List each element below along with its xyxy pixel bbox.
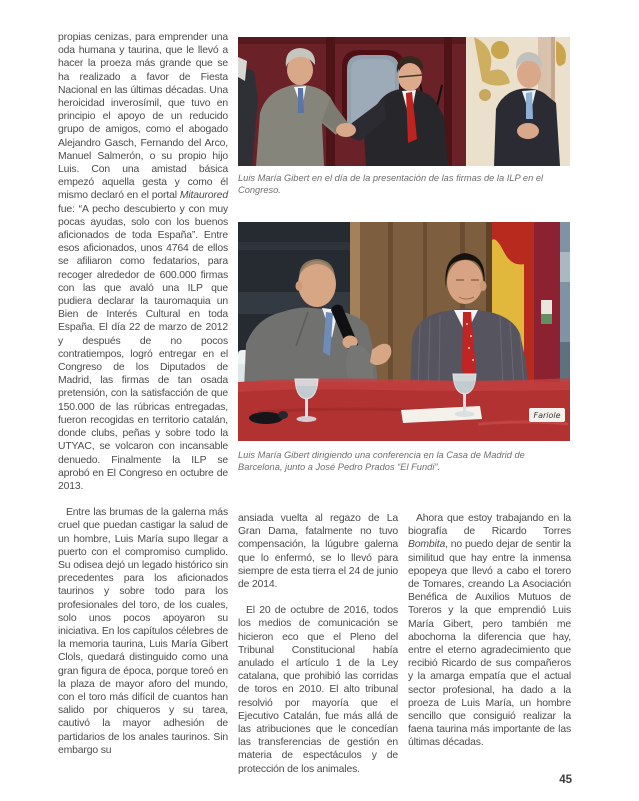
paragraph-text: Ahora que estoy trabajando en la biografía de Ricardo Torres <box>408 513 571 538</box>
text-column-middle <box>238 512 398 776</box>
paragraph-tribunal: El 20 de octubre de 2016, todos los medios de comunicación se hicieron eco que el Pleno del Tribunal Constitucional había anulado el artículo 1 de la Ley catalana, que prohibió las corridas de toros en 2010. El alto tribunal resolvió por mayoría que el Ejecutivo Catalán, fue más allá de las atribuciones que le concedían las transferencias de gestión en materia de espectáculos y de protección de los animales. <box>238 605 398 775</box>
portal-name-italic: Mitaurored <box>179 190 228 202</box>
photo-conference-table <box>238 222 570 441</box>
photo1-illustration <box>238 37 570 166</box>
photo2-illustration <box>238 222 570 441</box>
photo-congress-handshake <box>238 37 570 166</box>
photo2-caption: Luis María Gibert dirigiendo una conferencia en la Casa de Madrid de Barcelona, junto a José Pedro Prados “El Fundi”. <box>238 450 525 473</box>
text-column-left <box>58 31 228 757</box>
page-number: 45 <box>559 774 572 786</box>
conference-table <box>238 378 570 441</box>
handshake <box>336 123 356 137</box>
paragraph-legacy: Entre las brumas de la galerna más cruel que puedan castigar la salud de un hombre, Luis María supo llegar a puerto con el compromiso cumplido. Su odisea dejó un legado histórico sin precedentes para los aficionados taurinos y sobre todo para los profesionales del toro, de los cuales, solo unos pocos apoyaron su iniciativa. En los capítulos célebres de la memoria taurina, Luis María Gibert Clols, quedará distinguido como una gran figura de época, porque toreó en la plaza de mayor aforo del mundo, con el toro más difícil de cuantos han salido por chiqueros y su tarea, cautivó la mayor adhesión de partidarios de los anales taurinos. Sin embargo su <box>58 507 228 756</box>
photographer-watermark <box>529 408 565 422</box>
paragraph-text: fue: “A pecho descubierto y con muy pocas ayudas, solo con los buenos aficionados de toda España”. Entre esos aficionados, unos 4764 de ellos se afiliaron como fedatarios, para recoger alrededor de 600.000 firmas con las que avaló una ILP que pudiera declarar la tauromaquia un Bien de Interés Cultural en toda España. El día 22 de marzo de 2012 y después de no pocos contratiempos, logró entregar en el Congreso de los Diputados de Madrid, las firmas de tan osada pretensión, con la satisfacción de que 150.000 de las rúbricas entregadas, fueron recogidas en territorio catalán, donde clubs, peñas y sobre todo la UTYAC, se volcaron con incansable denuedo. Finalmente la ILP se aprobó en El Congreso en octubre de 2013. <box>58 203 228 492</box>
paragraph-ilp-story <box>58 31 228 493</box>
paragraph-text: , no puedo dejar de sentir la similitud que hay entre la inmensa epopeya que llevó a cabo el torero de Tomares, creando La Asociación Benéfica de Auxilios Mutuos de Toreros y la que emprendió Luis María Gibert, pero también me abochorna la diferencia que hay, entre el eterno agradecimiento que recibió Ricardo de sus compañeros y la amarga empatía que el actual sector profesional, ha dado a la proeza de Luis María, un hombre sencillo que consiguió realizar la faena taurina más importante de las últimas décadas. <box>408 539 571 749</box>
paragraph-bombita <box>408 512 571 750</box>
paragraph-text: propias cenizas, para emprender una oda humana y taurina, que le llevó a hacer la proeza más grande que se ha realizado a favor de Fiesta Nacional en las últimas décadas. Una heroicidad inverosímil, que tuvo en principio el apoyo de un reducido grupo de amigos, como el abogado Alejandro Gasch, Fernando del Arco, Manuel Salmerón, o su propio hijo Luis. Con una amistad básica empezó aquella gesta y como él mismo declaró en el portal <box>58 32 228 202</box>
text-column-right <box>408 512 571 750</box>
watermark-text: Fariole <box>533 411 561 420</box>
paragraph-death: ansiada vuelta al regazo de La Gran Dama, fatalmente no tuvo compensación, la lúgubre galerna que lo enfermó, se lo llevó para siempre de esta tierra el 24 de junio de 2014. <box>238 513 398 591</box>
bombita-italic: Bombita <box>408 539 446 551</box>
photo1-caption: Luis María Gibert en el día de la presentación de las firmas de la ILP en el Congreso. <box>238 173 544 196</box>
